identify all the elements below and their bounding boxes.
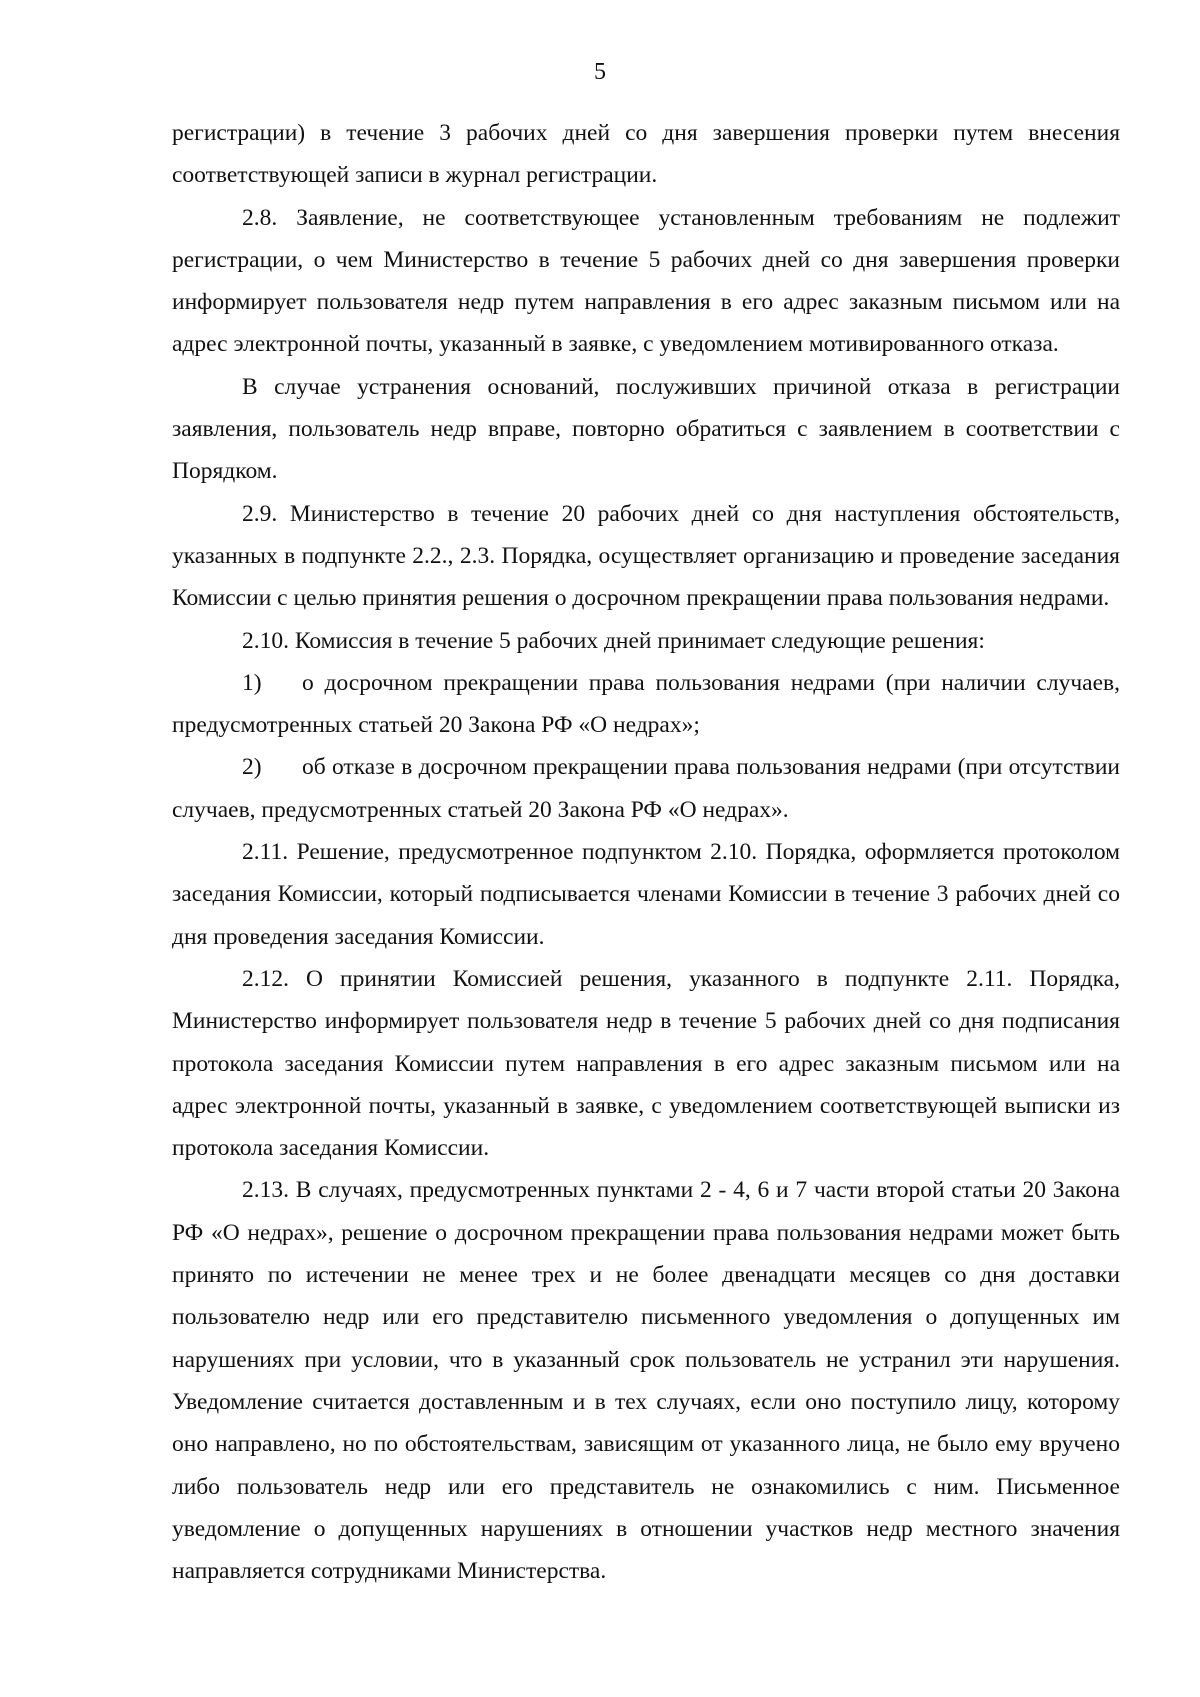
list-item-2-number: 2): [242, 754, 262, 781]
paragraph-refusal-remedy: В случае устранения оснований, послуживших причиной отказа в регистрации заявления, пользователь недр вправе, повторно обратиться с заявлением в соответствии с Порядком.: [172, 373, 1120, 485]
paragraph-continuation: регистрации) в течение 3 рабочих дней со дня завершения проверки путем внесения соответствующей записи в журнал регистрации.: [172, 120, 1120, 189]
paragraph-2-8: 2.8. Заявление, не соответствующее установленным требованиям не подлежит регистрации, о чем Министерство в течение 5 рабочих дней со дня завершения проверки информирует пользователя недр путем направления в его адрес заказным письмом или на адрес электронной почты, указанный в заявке, с уведомлением мотивированного отказа.: [172, 204, 1120, 358]
list-item-2-text: об отказе в досрочном прекращении права пользования недрами (при отсутствии случаев, предусмотренных статьей 20 Закона РФ «О недрах».: [172, 754, 1120, 823]
list-item-1-text: о досрочном прекращении права пользования недрами (при наличии случаев, предусмотренных статьей 20 Закона РФ «О недрах»;: [172, 669, 1120, 739]
list-item-2: [172, 746, 1120, 831]
paragraph-2-12: 2.12. О принятии Комиссией решения, указанного в подпункте 2.11. Порядка, Министерство информирует пользователя недр в течение 5 рабочих дней со дня подписания протокола заседания Комиссии путем направления в его адрес заказным письмом или на адрес электронной почты, указанный в заявке, с уведомлением соответствующей выписки из протокола заседания Комиссии.: [172, 965, 1120, 1162]
page-number: 5: [594, 59, 606, 85]
paragraph-2-13: 2.13. В случаях, предусмотренных пунктами 2 - 4, 6 и 7 части второй статьи 20 Закона РФ «О недрах», решение о досрочном прекращении права пользования недрами может быть принято по истечении не менее трех и не более двенадцати месяцев со дня доставки пользователю недр или его представителю письменного уведомления о допущенных им нарушениях при условии, что в указанный срок пользователь не устранил эти нарушения. Уведомление считается доставленным и в тех случаях, если оно поступило лицу, которому оно направлено, но по обстоятельствам, зависящим от указанного лица, не было ему вручено либо пользователь недр или его представитель не ознакомились с ним. Письменное уведомление о допущенных нарушениях в отношении участков недр местного значения направляется сотрудниками Министерства.: [172, 1177, 1120, 1585]
paragraph-2-9: 2.9. Министерство в течение 20 рабочих дней со дня наступления обстоятельств, указанных в подпункте 2.2., 2.3. Порядка, осуществляет организацию и проведение заседания Комиссии с целью принятия решения о досрочном прекращении права пользования недрами.: [172, 500, 1120, 612]
paragraph-2-11: 2.11. Решение, предусмотренное подпунктом 2.10. Порядка, оформляется протоколом заседания Комиссии, который подписывается членами Комиссии в течение 3 рабочих дней со дня проведения заседания Комиссии.: [172, 839, 1120, 950]
paragraph-2-10: 2.10. Комиссия в течение 5 рабочих дней принимает следующие решения:: [242, 627, 985, 654]
document-body: [172, 112, 1120, 1592]
list-item-1: [172, 662, 1120, 747]
list-item-1-number: 1): [242, 669, 262, 696]
